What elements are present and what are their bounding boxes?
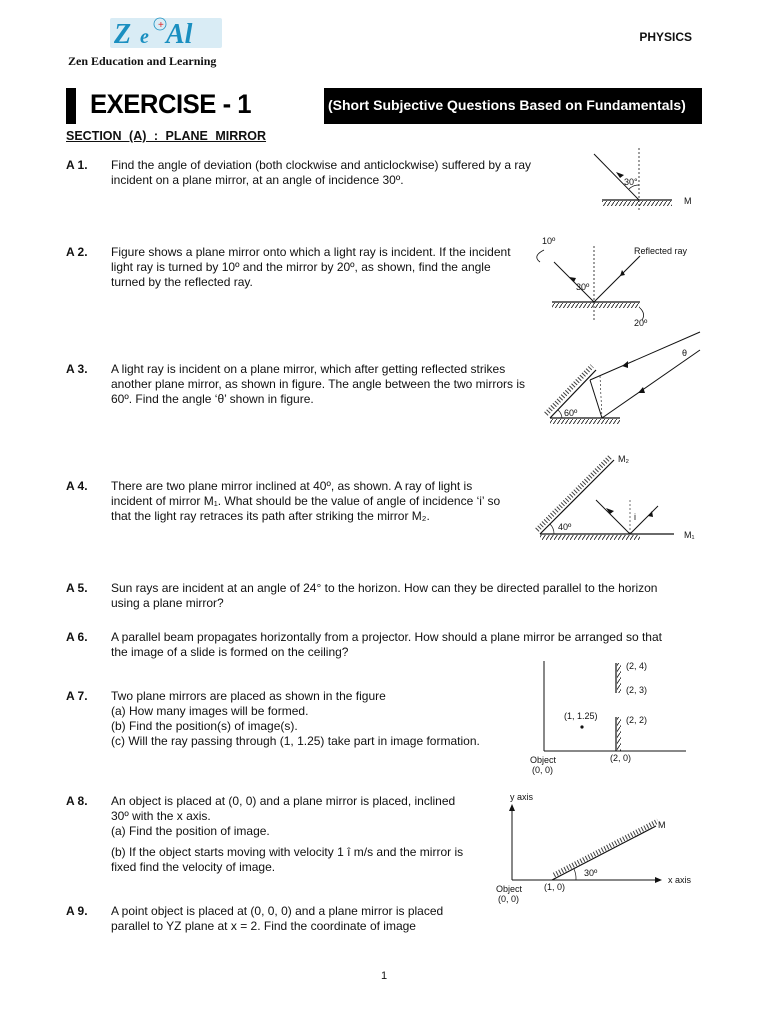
zeal-logo: [68, 10, 238, 72]
fig-a8-p10: (1, 0): [544, 882, 566, 892]
question-number: A 6.: [66, 630, 88, 644]
question-number: A 3.: [66, 362, 88, 376]
fig-a2-inc-angle: 30º: [576, 282, 590, 292]
fig-a8-xaxis: x axis: [668, 875, 692, 885]
question-number: A 5.: [66, 581, 88, 595]
fig-a3-mirror-angle: 60º: [564, 408, 578, 418]
fig-a8-angle: 30º: [584, 868, 598, 878]
fig-a4-angle: 40º: [558, 522, 572, 532]
section-heading: SECTION (A) : PLANE MIRROR: [66, 129, 267, 143]
fig-a1-mirror-label: M: [684, 196, 692, 206]
subject-label: PHYSICS: [639, 30, 692, 44]
fig-a8-origin: (0, 0): [498, 894, 520, 904]
fig-a4-i: i: [634, 512, 636, 522]
logo-wordmark: [110, 16, 222, 50]
fig-a8-mirror: M: [658, 820, 666, 830]
fig-a7-p20: (2, 0): [610, 753, 632, 763]
fig-a7-object: Object: [530, 755, 557, 765]
question-text: Find the angle of deviation (both clockwise and anticlockwise) suffered by a ray incident on a plane mirror, at an angle of incidence 30º.: [111, 158, 532, 187]
fig-a4-m2: M₂: [618, 454, 629, 464]
svg-text:e: e: [140, 26, 149, 48]
question-number: A 1.: [66, 158, 88, 172]
question-number: A 7.: [66, 689, 88, 703]
question-number: A 8.: [66, 794, 88, 808]
exercise-subtitle: (Short Subjective Questions Based on Fundamentals): [328, 97, 686, 113]
svg-text:+: +: [158, 20, 164, 31]
question-number: A 9.: [66, 904, 88, 918]
figure-a1: [590, 148, 710, 212]
fig-a8-yaxis: y axis: [510, 792, 534, 802]
fig-a7-origin: (0, 0): [532, 765, 554, 775]
figure-a4: [530, 450, 710, 548]
fig-a2-reflected-label: Reflected ray: [634, 246, 688, 256]
fig-a4-m1: M₁: [684, 530, 695, 540]
question-text: An object is placed at (0, 0) and a plane mirror is placed, inclined 30º with the x axis. (a) Find the position of image. (b) If the object starts moving with velocity 1 î m/s and the mirror is fixed find the velocity of image.: [111, 794, 464, 874]
fig-a1-angle: 30°: [624, 177, 638, 187]
figure-a8: [490, 788, 700, 913]
question-text: Sun rays are incident at an angle of 24° to the horizon. How can they be directed parallel to the horizon using a plane mirror?: [111, 581, 658, 610]
question-text: Two plane mirrors are placed as shown in the figure (a) How many images will be formed. (b) Find the position(s) of image(s). (c) Will the ray passing through (1, 1.25) take part in image formation.: [111, 689, 480, 748]
figure-a7: [520, 655, 700, 780]
question-text: There are two plane mirror inclined at 40º, as shown. A ray of light is incident of mirror M₁. What should be the value of angle of incidence ‘i’ so that the light ray retraces its path after striking the mirror M₂.: [111, 479, 501, 523]
question-text: A parallel beam propagates horizontally from a projector. How should a plane mirror be arranged so that the image of a slide is formed on the ceiling?: [111, 630, 662, 659]
figure-a2: [530, 232, 710, 332]
fig-a7-p22: (2, 2): [626, 715, 648, 725]
question-number: A 2.: [66, 245, 88, 259]
exercise-title: EXERCISE - 1: [90, 89, 252, 119]
page-number: 1: [380, 970, 388, 982]
fig-a7-p1125: (1, 1.25): [564, 711, 598, 721]
question-text: Figure shows a plane mirror onto which a light ray is incident. If the incident light ray is turned by 10º and the mirror by 20º, as shown, find the angle turned by the reflected ray.: [111, 245, 511, 289]
figure-a3: [540, 330, 710, 430]
svg-text:Al: Al: [166, 19, 193, 50]
question-text: A light ray is incident on a plane mirror, which after getting reflected strikes another plane mirror, as shown in figure. The angle between the two mirrors is 60º. Find the angle ‘θ’ shown in figure.: [111, 362, 525, 406]
question-number: A 4.: [66, 479, 88, 493]
svg-text:Z: Z: [114, 19, 132, 50]
logo-tagline: Zen Education and Learning: [68, 54, 217, 68]
fig-a2-top-angle: 10º: [542, 236, 556, 246]
fig-a3-theta: θ: [682, 348, 688, 358]
fig-a2-bottom-angle: 20º: [634, 318, 648, 328]
question-text: A point object is placed at (0, 0, 0) and a plane mirror is placed parallel to YZ plane at x = 2. Find the coordinate of image: [111, 904, 444, 933]
fig-a8-object: Object: [496, 884, 523, 894]
fig-a7-p24: (2, 4): [626, 661, 648, 671]
exercise-banner: [66, 88, 702, 124]
fig-a7-p23: (2, 3): [626, 685, 648, 695]
